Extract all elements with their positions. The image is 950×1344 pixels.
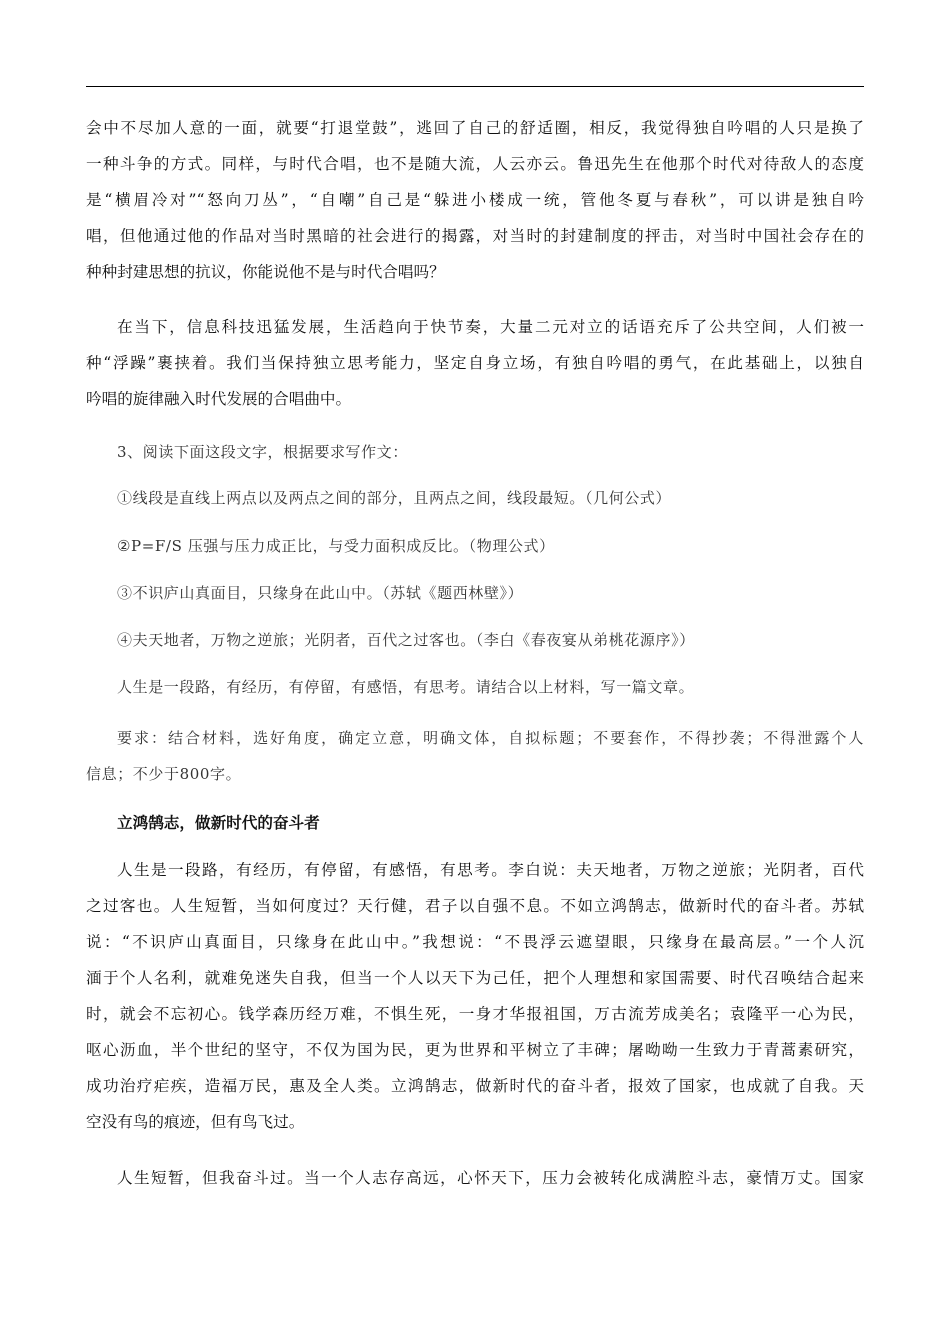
text-line: 空没有鸟的痕迹，但有鸟飞过。 — [86, 1113, 305, 1131]
material-item: ②P=F/S 压强与压力成正比，与受力面积成反比。（物理公式） — [117, 537, 555, 555]
text-line: 呕心沥血，半个世纪的坚守，不仅为国为民，更为世界和平树立了丰碑；屠呦呦一生致力于青蒿素研究， — [86, 1041, 864, 1059]
text-line: 在当下，信息科技迅猛发展，生活趋向于快节奏，大量二元对立的话语充斥了公共空间，人们被一 — [117, 318, 864, 336]
text-line: 种种封建思想的抗议，你能说他不是与时代合唱吗？ — [86, 263, 445, 281]
material-item: ④夫天地者，万物之逆旅；光阴者，百代之过客也。（李白《春夜宴从弟桃花源序》） — [117, 631, 695, 649]
text-line: 会中不尽加人意的一面，就要“打退堂鼓”，逃回了自己的舒适圈，相反，我觉得独自吟唱的人只是换了 — [86, 119, 864, 137]
material-item: ③不识庐山真面目，只缘身在此山中。（苏轼《题西林壁》） — [117, 584, 524, 602]
requirements-line: 信息；不少于800字。 — [86, 765, 242, 783]
material-item: ①线段是直线上两点以及两点之间的部分，且两点之间，线段最短。（几何公式） — [117, 489, 672, 507]
question-prompt: 3、阅读下面这段文字，根据要求写作文： — [117, 443, 408, 461]
text-line: 成功治疗疟疾，造福万民，惠及全人类。立鸿鹄志，做新时代的奋斗者，报效了国家，也成就了自我。天 — [86, 1077, 864, 1095]
text-line: 人生是一段路，有经历，有停留，有感悟，有思考。李白说：夫天地者，万物之逆旅；光阴者，百代 — [117, 861, 864, 879]
text-line: 说：“不识庐山真面目，只缘身在此山中。”我想说：“不畏浮云遮望眼，只缘身在最高层。”一个人沉 — [86, 933, 864, 951]
essay-title: 立鸿鹄志，做新时代的奋斗者 — [117, 813, 320, 832]
requirements-line: 要求：结合材料，选好角度，确定立意，明确文体，自拟标题；不要套作，不得抄袭；不得泄露个人 — [117, 729, 864, 747]
text-line: 之过客也。人生短暂，当如何度过？天行健，君子以自强不息。不如立鸿鹄志，做新时代的奋斗者。苏轼 — [86, 897, 864, 915]
text-line: 一种斗争的方式。同样，与时代合唱，也不是随大流，人云亦云。鲁迅先生在他那个时代对待敌人的态度 — [86, 155, 864, 173]
text-line: 时，就会不忘初心。钱学森历经万难，不惧生死，一身才华报祖国，万古流芳成美名；袁隆平一心为民， — [86, 1005, 864, 1023]
header-rule — [86, 86, 864, 87]
text-line: 湎于个人名利，就难免迷失自我，但当一个人以天下为己任，把个人理想和家国需要、时代召唤结合起来 — [86, 969, 864, 987]
text-line: 吟唱的旋律融入时代发展的合唱曲中。 — [86, 390, 352, 408]
text-line: 是“横眉冷对”“怒向刀丛”，“自嘲”自己是“躲进小楼成一统，管他冬夏与春秋”，可以讲是独自吟 — [86, 191, 864, 209]
question-instruction: 人生是一段路，有经历，有停留，有感悟，有思考。请结合以上材料，写一篇文章。 — [117, 678, 695, 696]
text-line: 唱，但他通过他的作品对当时黑暗的社会进行的揭露，对当时的封建制度的抨击，对当时中国社会存在的 — [86, 227, 864, 245]
text-line: 种“浮躁”裹挟着。我们当保持独立思考能力，坚定自身立场，有独自吟唱的勇气，在此基础上，以独自 — [86, 354, 864, 372]
text-line: 人生短暂，但我奋斗过。当一个人志存高远，心怀天下，压力会被转化成满腔斗志，豪情万丈。国家 — [117, 1169, 864, 1187]
